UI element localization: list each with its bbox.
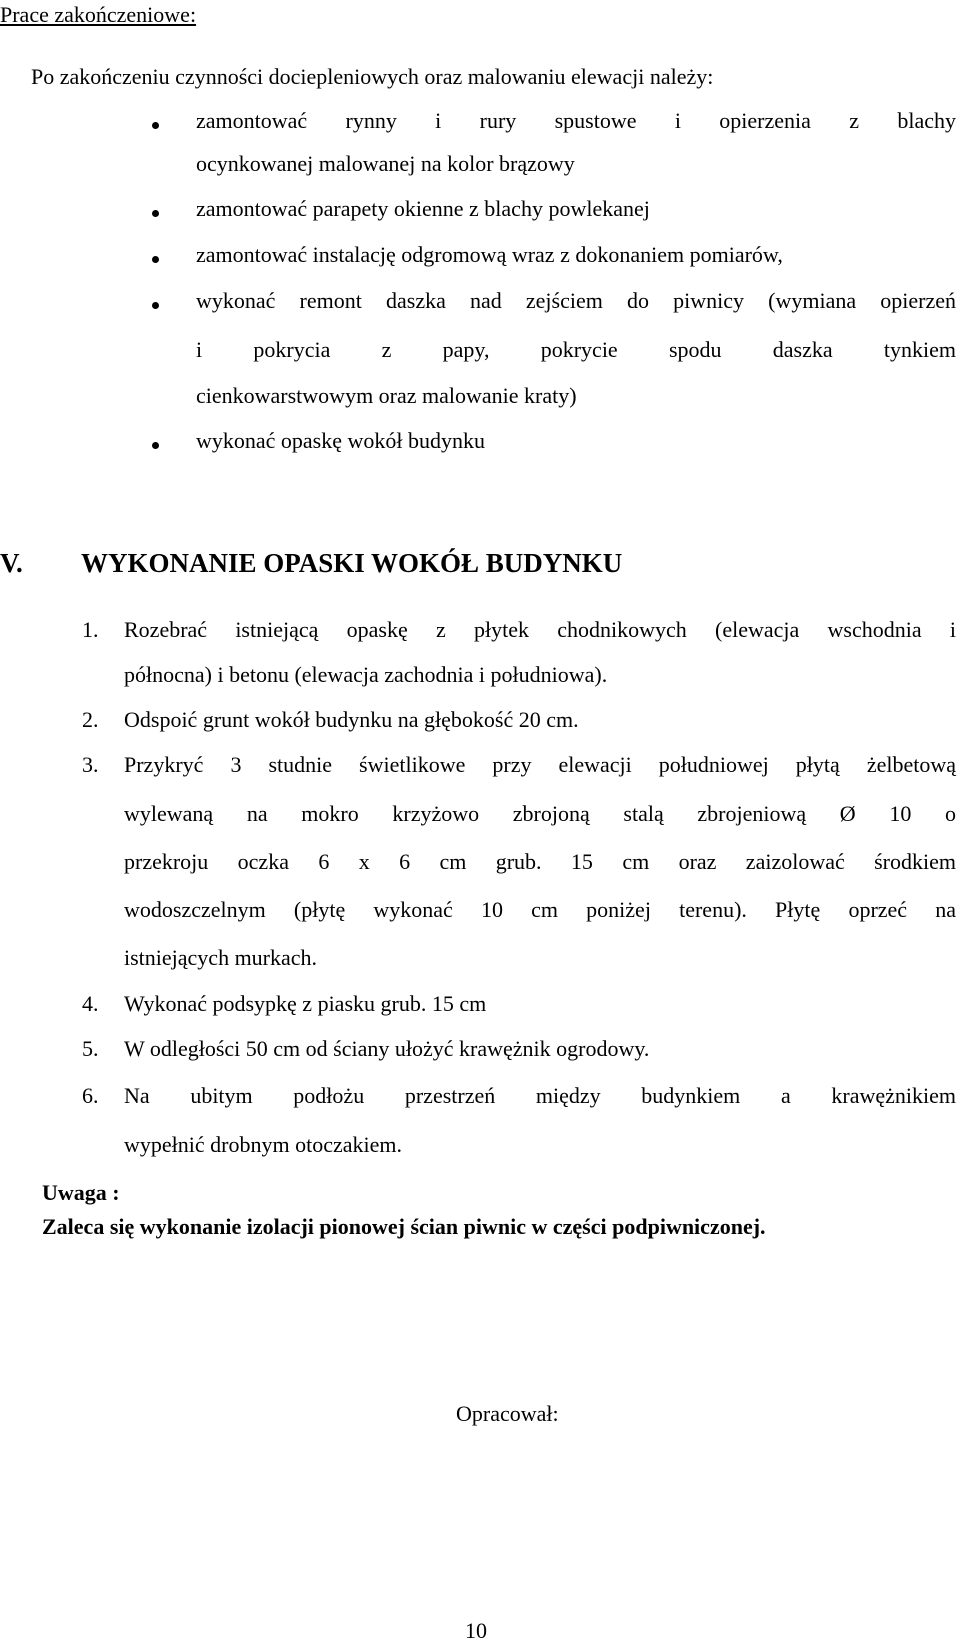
bullet-item-line: wykonać remont daszka nad zejściem do piwnicy (wymiana opierzeń (196, 288, 956, 313)
list-item-line: wylewaną na mokro krzyżowo zbrojoną stalą zbrojeniową Ø 10 o (124, 801, 956, 826)
bullet-item-line: zamontować instalację odgromową wraz z dokonaniem pomiarów, (196, 242, 783, 267)
list-item-number: 1. (82, 617, 99, 642)
list-item-number: 5. (82, 1036, 99, 1061)
list-item-line: Wykonać podsypkę z piasku grub. 15 cm (124, 991, 487, 1016)
section-title: WYKONANIE OPASKI WOKÓŁ BUDYNKU (81, 548, 623, 578)
list-item-line: istniejących murkach. (124, 945, 318, 970)
signature-label: Opracował: (456, 1401, 559, 1426)
bullet-item-line: zamontować parapety okienne z blachy powlekanej (196, 196, 650, 221)
list-item-line: przekroju oczka 6 x 6 cm grub. 15 cm oraz zaizolować środkiem (124, 849, 956, 874)
list-item-number: 4. (82, 991, 99, 1016)
list-item-number: 3. (82, 752, 99, 777)
subsection-heading: Prace zakończeniowe: (0, 2, 197, 27)
bullet-item-line: wykonać opaskę wokół budynku (196, 428, 486, 453)
bullet-item-line: zamontować rynny i rury spustowe i opierzenia z blachy (196, 108, 956, 133)
bullet-icon (152, 302, 159, 309)
list-item-line: północna) i betonu (elewacja zachodnia i południowa). (124, 662, 608, 687)
list-item-line: Przykryć 3 studnie świetlikowe przy elewacji południowej płytą żelbetową (124, 752, 956, 777)
bullet-icon (152, 256, 159, 263)
bullet-icon (152, 122, 159, 129)
list-item-line: W odległości 50 cm od ściany ułożyć krawężnik ogrodowy. (124, 1036, 650, 1061)
bullet-icon (152, 442, 159, 449)
list-item-number: 6. (82, 1083, 99, 1108)
bullet-item-line: i pokrycia z papy, pokrycie spodu daszka tynkiem (196, 337, 956, 362)
section-number: V. (0, 548, 23, 578)
list-item-number: 2. (82, 707, 99, 732)
list-item-line: wypełnić drobnym otoczakiem. (124, 1132, 402, 1157)
note-label: Uwaga : (42, 1180, 120, 1205)
list-item-line: wodoszczelnym (płytę wykonać 10 cm poniżej terenu). Płytę oprzeć na (124, 897, 956, 922)
list-item-line: Rozebrać istniejącą opaskę z płytek chodnikowych (elewacja wschodnia i (124, 617, 956, 642)
note-text: Zaleca się wykonanie izolacji pionowej ścian piwnic w części podpiwniczonej. (42, 1214, 766, 1239)
bullet-item-line: cienkowarstwowym oraz malowanie kraty) (196, 383, 577, 408)
list-item-line: Odspoić grunt wokół budynku na głębokość 20 cm. (124, 707, 579, 732)
intro-paragraph: Po zakończeniu czynności dociepleniowych oraz malowaniu elewacji należy: (31, 64, 714, 89)
page-number: 10 (465, 1618, 487, 1643)
bullet-item-line: ocynkowanej malowanej na kolor brązowy (196, 151, 575, 176)
list-item-line: Na ubitym podłożu przestrzeń między budynkiem a krawężnikiem (124, 1083, 956, 1108)
bullet-icon (152, 210, 159, 217)
